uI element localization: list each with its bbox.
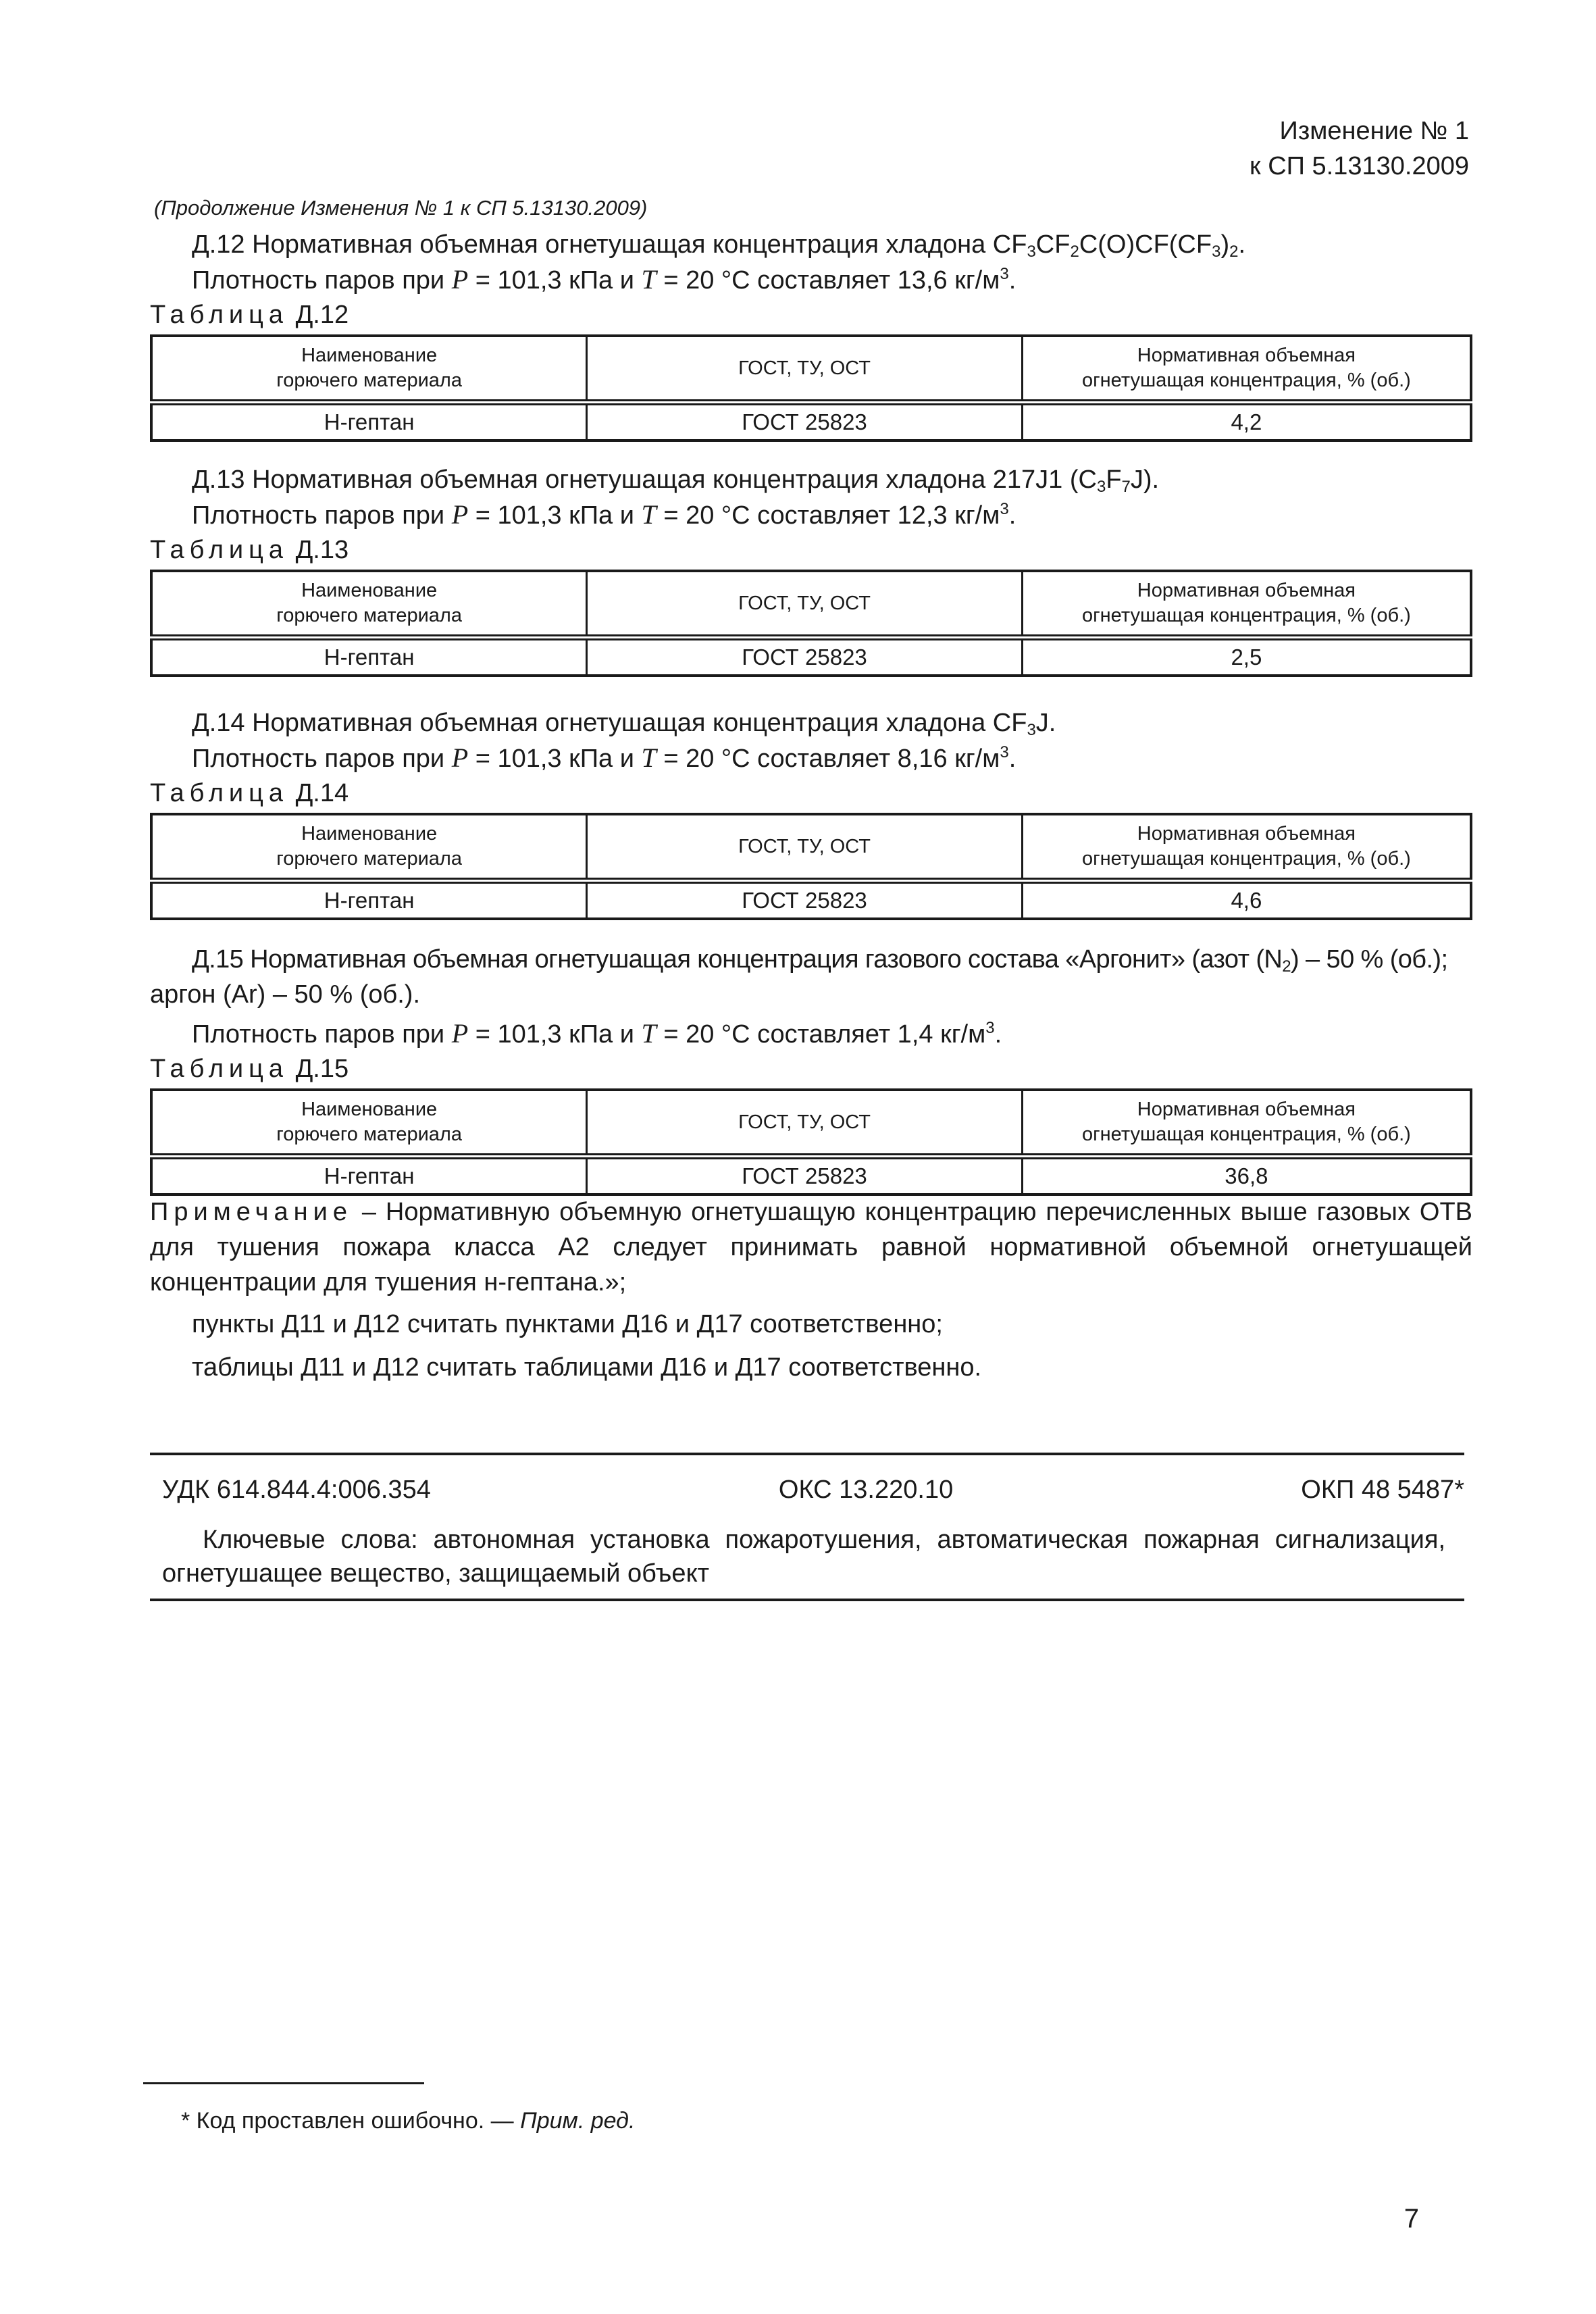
table-d14 xyxy=(150,813,1472,920)
table-title: Таблица Д.14 xyxy=(150,779,349,807)
header-material: Наименование горючего материала xyxy=(151,814,587,881)
page-number: 7 xyxy=(1404,2204,1419,2234)
keywords: Ключевые слова: автономная установка пожаротушения, автоматическая пожарная сигнализация, огнетушащее вещество, защищаемый объект xyxy=(162,1526,1445,1588)
cell-material: Н-гептан xyxy=(151,403,587,441)
cell-standard: ГОСТ 25823 xyxy=(587,403,1022,441)
cell-concentration: 36,8 xyxy=(1022,1157,1471,1195)
amendment-item: таблицы Д11 и Д12 считать таблицами Д16 и Д17 соответственно. xyxy=(192,1353,982,1382)
header-standard: ГОСТ, ТУ, ОСТ xyxy=(587,336,1022,403)
continuation-note: (Продолжение Изменения № 1 к СП 5.13130.2009) xyxy=(154,196,648,220)
cell-concentration: 2,5 xyxy=(1022,638,1471,676)
table-title: Таблица Д.15 xyxy=(150,1055,349,1083)
cell-material: Н-гептан xyxy=(151,638,587,676)
note-block xyxy=(150,1194,1472,1385)
amendment-item: пункты Д11 и Д12 считать пунктами Д16 и Д17 соответственно; xyxy=(192,1310,943,1338)
cell-concentration: 4,6 xyxy=(1022,881,1471,920)
table-row xyxy=(151,638,1471,676)
header-standard: ГОСТ, ТУ, ОСТ xyxy=(587,571,1022,638)
table-header-row xyxy=(151,571,1471,638)
section-d14 xyxy=(150,705,1472,920)
divider-bottom xyxy=(150,1599,1464,1601)
section-d13 xyxy=(150,462,1472,677)
okp-code: ОКП 48 5487* xyxy=(1301,1476,1464,1504)
header-concentration: Нормативная объемная огнетушащая концентрация, % (об.) xyxy=(1022,1090,1471,1157)
table-header-row xyxy=(151,336,1471,403)
document-header xyxy=(1250,114,1469,184)
cell-material: Н-гептан xyxy=(151,1157,587,1195)
code-reference: к СП 5.13130.2009 xyxy=(1250,152,1469,180)
note-paragraph xyxy=(150,1194,1472,1300)
cell-standard: ГОСТ 25823 xyxy=(587,638,1022,676)
cell-concentration: 4,2 xyxy=(1022,403,1471,441)
section-d15 xyxy=(150,942,1472,1196)
header-material: Наименование горючего материала xyxy=(151,571,587,638)
cell-material: Н-гептан xyxy=(151,881,587,920)
divider-top xyxy=(150,1453,1464,1455)
note-body: – Нормативную объемную огнетушащую концентрацию перечисленных выше газовых ОТВ для тушения пожара класса А2 следует принимать равной нормативной объемной огнетушащей концентрации для тушения н-гептана.»; xyxy=(150,1198,1472,1297)
header-standard: ГОСТ, ТУ, ОСТ xyxy=(587,814,1022,881)
table-row xyxy=(151,403,1471,441)
header-concentration: Нормативная объемная огнетушащая концентрация, % (об.) xyxy=(1022,336,1471,403)
udk-code: УДК 614.844.4:006.354 xyxy=(162,1476,431,1504)
section-d12 xyxy=(150,227,1472,442)
classification-row xyxy=(162,1476,1464,1505)
header-concentration: Нормативная объемная огнетушащая концентрация, % (об.) xyxy=(1022,814,1471,881)
footnote-separator xyxy=(143,2082,424,2084)
density-line: Плотность паров при P = 101,3 кПа и T = 20 °С составляет 8,16 $кг/м^3$. xyxy=(192,743,1016,773)
table-row xyxy=(151,881,1471,920)
table-d12 xyxy=(150,334,1472,442)
table-header-row xyxy=(151,814,1471,881)
section-heading: Д.15 Нормативная объемная огнетушащая концентрация газового состава «Аргонит» (азот $(N_2) - 50$ % (об.); xyxy=(192,945,1448,976)
section-heading-continued: аргон (Ar) – 50 % (об.). xyxy=(150,980,421,1009)
density-line: Плотность паров при P = 101,3 кПа и T = 20 °С составляет 1,4 $кг/м^3$. xyxy=(192,1018,1002,1049)
note-label: Примечание xyxy=(150,1198,353,1226)
table-title: Таблица Д.12 xyxy=(150,301,349,329)
table-d13 xyxy=(150,570,1472,677)
oks-code: ОКС 13.220.10 xyxy=(778,1476,954,1504)
cell-standard: ГОСТ 25823 xyxy=(587,1157,1022,1195)
footnote: * Код проставлен ошибочно. — Прим. ред. xyxy=(181,2108,636,2134)
section-heading: Д.14 Нормативная объемная огнетушащая концентрация хладона $CF_3J$. xyxy=(192,709,1056,739)
table-header-row xyxy=(151,1090,1471,1157)
table-row xyxy=(151,1157,1471,1195)
header-material: Наименование горючего материала xyxy=(151,336,587,403)
header-material: Наименование горючего материала xyxy=(151,1090,587,1157)
amendment-number: Изменение № 1 xyxy=(1279,117,1469,145)
section-heading: Д.12 Нормативная объемная огнетушащая концентрация хладона $CF_3CF_2C(O)CF(CF_3)_2$. xyxy=(192,230,1246,261)
section-heading: Д.13 Нормативная объемная огнетушащая концентрация хладона 217J1 $(C_3F_7J)$. xyxy=(192,466,1160,496)
density-line: Плотность паров при P = 101,3 кПа и T = 20 °С составляет 12,3 $кг/м^3$. xyxy=(192,499,1016,530)
cell-standard: ГОСТ 25823 xyxy=(587,881,1022,920)
table-title: Таблица Д.13 xyxy=(150,536,349,564)
header-concentration: Нормативная объемная огнетушащая концентрация, % (об.) xyxy=(1022,571,1471,638)
table-d15 xyxy=(150,1088,1472,1196)
header-standard: ГОСТ, ТУ, ОСТ xyxy=(587,1090,1022,1157)
density-line: Плотность паров при P = 101,3 кПа и T = 20 °С составляет 13,6 $кг/м^3$. xyxy=(192,264,1016,295)
